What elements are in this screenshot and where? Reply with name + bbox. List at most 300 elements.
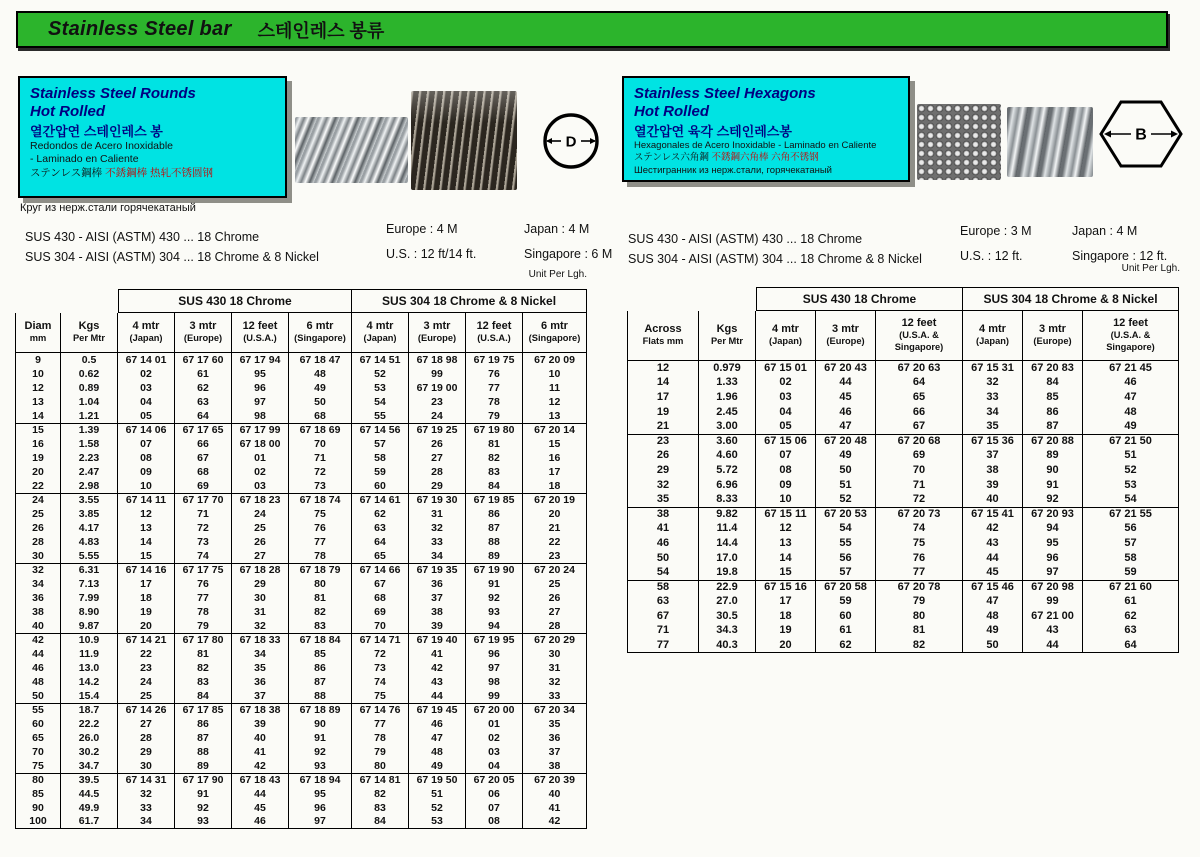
impa-code-cell: 27 [409,451,466,465]
size-cell: 38 [627,507,699,522]
impa-code-cell: 57 [816,565,876,580]
impa-code-cell: 69 [876,449,963,464]
impa-code-cell: 21 [523,521,587,535]
impa-code-cell: 63 [1083,624,1179,639]
weight-cell: 30.2 [61,745,118,759]
weight-cell: 1.21 [61,409,118,423]
weight-cell: 14.4 [699,536,756,551]
size-cell: 13 [15,395,61,409]
impa-code-cell: 23 [523,549,587,563]
size-cell: 50 [627,551,699,566]
impa-code-cell: 18 [118,591,175,605]
weight-cell: 1.96 [699,390,756,405]
impa-code-cell: 67 18 23 [232,493,289,507]
column-header: 3 mtr (Europe) [409,313,466,353]
hexagons-spec-lines [628,229,922,269]
size-cell: 48 [15,675,61,689]
impa-code-cell: 57 [1083,536,1179,551]
impa-code-cell: 54 [352,395,409,409]
impa-code-cell: 67 20 58 [816,580,876,595]
impa-code-cell: 79 [876,595,963,610]
impa-code-cell: 22 [523,535,587,549]
impa-code-cell: 56 [1083,522,1179,537]
impa-code-cell: 28 [523,619,587,633]
impa-code-cell: 47 [963,595,1023,610]
impa-code-cell: 67 20 48 [816,434,876,449]
impa-code-cell: 90 [1023,463,1083,478]
across-flats-label: B [1135,126,1147,144]
impa-code-cell: 67 20 88 [1023,434,1083,449]
impa-code-cell: 38 [409,605,466,619]
impa-code-cell: 84 [175,689,232,703]
impa-code-cell: 12 [118,507,175,521]
impa-code-cell: 54 [816,522,876,537]
weight-cell: 14.2 [61,675,118,689]
impa-code-cell: 20 [118,619,175,633]
column-header: 3 mtr (Europe) [175,313,232,353]
size-cell: 19 [15,451,61,465]
impa-code-cell: 08 [118,451,175,465]
impa-code-cell: 02 [118,367,175,381]
impa-code-cell: 67 17 80 [175,633,232,647]
impa-code-cell: 86 [466,507,523,521]
impa-code-cell: 40 [523,787,587,801]
impa-code-cell: 03 [232,479,289,493]
rounds-bars-photo [295,117,408,183]
impa-code-cell: 79 [352,745,409,759]
hexagons-length-europe: Europe : 3 M [960,224,1032,238]
impa-code-cell: 86 [289,661,352,675]
impa-code-cell: 67 14 81 [352,773,409,787]
rounds-spanish-line2: - Laminado en Caliente [30,153,139,166]
size-cell: 60 [15,717,61,731]
impa-code-cell: 89 [466,549,523,563]
impa-code-cell: 09 [118,465,175,479]
impa-code-cell: 90 [289,717,352,731]
diameter-diagram-drawing [539,109,603,173]
size-cell: 36 [15,591,61,605]
size-cell: 46 [627,536,699,551]
impa-code-cell: 27 [118,717,175,731]
size-cell: 12 [627,361,699,376]
impa-code-cell: 98 [232,409,289,423]
impa-code-cell: 67 14 21 [118,633,175,647]
impa-code-cell: 73 [175,535,232,549]
weight-cell: 6.96 [699,478,756,493]
impa-code-cell: 67 21 50 [1083,434,1179,449]
impa-code-cell: 93 [175,815,232,829]
impa-code-cell: 24 [232,507,289,521]
impa-code-cell: 29 [232,577,289,591]
column-header: Across Flats mm [627,311,699,361]
impa-code-cell: 92 [466,591,523,605]
impa-code-cell: 67 20 24 [523,563,587,577]
impa-code-cell: 88 [289,689,352,703]
impa-code-cell: 67 18 69 [289,423,352,437]
impa-code-cell: 91 [1023,478,1083,493]
impa-code-cell: 67 14 51 [352,353,409,367]
impa-code-cell: 19 [118,605,175,619]
impa-code-cell: 19 [756,624,816,639]
impa-code-cell: 58 [1083,551,1179,566]
impa-code-cell: 55 [352,409,409,423]
hex-bars-photo [1007,107,1093,177]
hexagons-length-singapore: Singapore : 12 ft. [1072,249,1168,263]
impa-code-cell: 05 [118,409,175,423]
impa-code-cell: 67 21 60 [1083,580,1179,595]
impa-code-cell: 67 20 09 [523,353,587,367]
impa-code-cell: 02 [466,731,523,745]
impa-code-cell: 12 [756,522,816,537]
impa-code-cell: 03 [466,745,523,759]
impa-code-cell: 87 [466,521,523,535]
impa-code-cell: 59 [1083,565,1179,580]
impa-code-cell: 67 20 29 [523,633,587,647]
impa-code-cell: 68 [289,409,352,423]
impa-code-cell: 46 [816,405,876,420]
impa-code-cell: 34 [232,647,289,661]
impa-code-cell: 67 17 85 [175,703,232,717]
weight-cell: 0.979 [699,361,756,376]
impa-code-cell: 83 [466,465,523,479]
impa-code-cell: 64 [876,376,963,391]
diameter-diagram [539,109,603,173]
weight-cell: 11.4 [699,522,756,537]
weight-cell: 1.58 [61,437,118,451]
impa-code-cell: 15 [118,549,175,563]
impa-code-cell: 35 [963,419,1023,434]
rounds-length-notes [386,217,612,267]
size-cell: 15 [15,423,61,437]
impa-code-cell: 80 [289,577,352,591]
impa-code-cell: 23 [409,395,466,409]
impa-code-cell: 67 [876,419,963,434]
rounds-title-korean: 열간압연 스테인레스 봉 [30,123,163,139]
weight-cell: 34.7 [61,759,118,773]
impa-code-cell: 67 14 66 [352,563,409,577]
impa-code-cell: 37 [409,591,466,605]
impa-code-cell: 20 [523,507,587,521]
weight-cell: 2.23 [61,451,118,465]
weight-cell: 8.33 [699,492,756,507]
impa-code-cell: 34 [118,815,175,829]
group-title-sus430: SUS 430 18 Chrome [118,289,352,313]
impa-code-cell: 04 [118,395,175,409]
impa-code-cell: 72 [352,647,409,661]
size-cell: 44 [15,647,61,661]
size-cell: 10 [15,367,61,381]
impa-code-cell: 39 [963,478,1023,493]
impa-code-cell: 67 20 73 [876,507,963,522]
weight-cell: 22.9 [699,580,756,595]
weight-cell: 3.00 [699,419,756,434]
impa-code-cell: 67 17 70 [175,493,232,507]
size-cell: 42 [15,633,61,647]
impa-code-cell: 87 [1023,419,1083,434]
impa-code-cell: 62 [816,638,876,653]
weight-cell: 8.90 [61,605,118,619]
impa-code-cell: 66 [876,405,963,420]
impa-code-cell: 67 15 01 [756,361,816,376]
impa-code-cell: 11 [523,381,587,395]
impa-code-cell: 67 19 80 [466,423,523,437]
impa-code-cell: 73 [289,479,352,493]
impa-code-cell: 82 [466,451,523,465]
impa-code-cell: 97 [466,661,523,675]
impa-code-cell: 88 [466,535,523,549]
impa-code-cell: 42 [409,661,466,675]
impa-code-cell: 24 [118,675,175,689]
impa-code-cell: 45 [963,565,1023,580]
impa-code-cell: 69 [175,479,232,493]
size-cell: 26 [15,521,61,535]
impa-code-cell: 52 [352,367,409,381]
impa-code-cell: 52 [816,492,876,507]
impa-code-cell: 07 [118,437,175,451]
impa-code-cell: 72 [876,492,963,507]
impa-code-cell: 63 [175,395,232,409]
impa-code-cell: 82 [289,605,352,619]
weight-cell: 39.5 [61,773,118,787]
impa-code-cell: 18 [523,479,587,493]
impa-code-cell: 42 [963,522,1023,537]
impa-code-cell: 46 [409,717,466,731]
impa-code-cell: 34 [963,405,1023,420]
impa-code-cell: 67 15 41 [963,507,1023,522]
weight-cell: 3.55 [61,493,118,507]
size-cell: 14 [627,376,699,391]
impa-code-cell: 33 [118,801,175,815]
impa-code-cell: 48 [409,745,466,759]
column-header: 6 mtr (Singapore) [289,313,352,353]
impa-code-cell: 36 [232,675,289,689]
weight-cell: 0.5 [61,353,118,367]
impa-code-cell: 57 [352,437,409,451]
impa-code-cell: 84 [466,479,523,493]
impa-code-cell: 96 [466,647,523,661]
across-flats-drawing [1097,91,1185,177]
column-header: Kgs Per Mtr [699,311,756,361]
impa-code-cell: 67 20 43 [816,361,876,376]
impa-code-cell: 67 19 35 [409,563,466,577]
impa-code-cell: 17 [756,595,816,610]
impa-code-cell: 33 [409,535,466,549]
impa-code-cell: 82 [352,787,409,801]
impa-code-cell: 91 [175,787,232,801]
size-cell: 22 [15,479,61,493]
impa-code-cell: 77 [466,381,523,395]
impa-code-cell: 32 [963,376,1023,391]
impa-code-cell: 67 17 75 [175,563,232,577]
impa-code-cell: 46 [232,815,289,829]
weight-cell: 1.04 [61,395,118,409]
impa-code-cell: 09 [756,478,816,493]
impa-code-cell: 54 [1083,492,1179,507]
impa-code-cell: 86 [175,717,232,731]
impa-code-cell: 06 [466,787,523,801]
impa-code-cell: 67 20 39 [523,773,587,787]
impa-code-cell: 67 18 94 [289,773,352,787]
impa-code-cell: 67 20 98 [1023,580,1083,595]
impa-code-cell: 03 [118,381,175,395]
impa-code-cell: 44 [1023,638,1083,653]
impa-code-cell: 75 [352,689,409,703]
impa-code-cell: 67 14 11 [118,493,175,507]
impa-code-cell: 62 [1083,609,1179,624]
size-cell: 46 [15,661,61,675]
impa-code-cell: 08 [756,463,816,478]
impa-code-cell: 10 [523,367,587,381]
impa-code-cell: 22 [118,647,175,661]
rounds-spec-430: SUS 430 - AISI (ASTM) 430 ... 18 Chrome [25,230,260,244]
size-cell: 35 [627,492,699,507]
weight-cell: 5.55 [61,549,118,563]
impa-code-cell: 61 [816,624,876,639]
hexagons-length-notes [960,219,1167,269]
impa-code-cell: 49 [289,381,352,395]
weight-cell: 27.0 [699,595,756,610]
column-header: 6 mtr (Singapore) [523,313,587,353]
impa-code-cell: 84 [1023,376,1083,391]
size-cell: 20 [15,465,61,479]
impa-code-cell: 81 [876,624,963,639]
size-cell: 41 [627,522,699,537]
impa-code-cell: 15 [523,437,587,451]
column-header: Diam mm [15,313,61,353]
impa-code-cell: 13 [118,521,175,535]
impa-code-cell: 80 [352,759,409,773]
impa-code-cell: 32 [409,521,466,535]
impa-code-cell: 02 [756,376,816,391]
impa-code-cell: 44 [816,376,876,391]
weight-cell: 4.60 [699,449,756,464]
size-cell: 50 [15,689,61,703]
impa-code-cell: 32 [118,787,175,801]
impa-code-cell: 77 [175,591,232,605]
impa-code-cell: 34 [409,549,466,563]
impa-code-cell: 26 [409,437,466,451]
impa-code-cell: 78 [466,395,523,409]
impa-code-cell: 45 [232,801,289,815]
diameter-label: D [565,133,577,151]
impa-code-cell: 67 20 63 [876,361,963,376]
impa-code-cell: 76 [466,367,523,381]
size-cell: 9 [15,353,61,367]
impa-code-cell: 67 19 85 [466,493,523,507]
impa-code-cell: 31 [232,605,289,619]
impa-code-cell: 87 [289,675,352,689]
impa-code-cell: 67 18 43 [232,773,289,787]
weight-cell: 34.3 [699,624,756,639]
impa-code-cell: 42 [523,815,587,829]
group-title-sus304: SUS 304 18 Chrome & 8 Nickel [963,287,1179,311]
impa-code-cell: 64 [1083,638,1179,653]
impa-code-cell: 93 [289,759,352,773]
impa-code-cell: 55 [816,536,876,551]
impa-code-cell: 03 [756,390,816,405]
size-cell: 70 [15,745,61,759]
impa-code-cell: 67 20 19 [523,493,587,507]
column-header: 12 feet (U.S.A.) [466,313,523,353]
column-header: 12 feet (U.S.A.) [232,313,289,353]
impa-code-cell: 76 [175,577,232,591]
size-cell: 58 [627,580,699,595]
impa-code-cell: 98 [466,675,523,689]
impa-code-cell: 94 [1023,522,1083,537]
size-cell: 38 [15,605,61,619]
weight-cell: 9.87 [61,619,118,633]
impa-code-cell: 29 [409,479,466,493]
impa-code-cell: 02 [232,465,289,479]
impa-code-cell: 67 19 75 [466,353,523,367]
size-cell: 90 [15,801,61,815]
hexagons-title: Stainless Steel Hexagons [634,85,816,102]
page-title: Stainless Steel bar [48,18,232,40]
impa-code-cell: 67 21 45 [1083,361,1179,376]
hex-rod-ends-photo [917,104,1001,180]
rounds-bundle-photo [411,91,517,190]
impa-code-cell: 50 [289,395,352,409]
impa-code-cell: 67 19 30 [409,493,466,507]
rounds-length-us: U.S. : 12 ft/14 ft. [386,247,477,261]
hexagons-spanish-line: Hexagonales de Acero Inoxidable - Laminado en Caliente [634,139,877,151]
impa-code-cell: 96 [1023,551,1083,566]
impa-code-cell: 67 20 53 [816,507,876,522]
impa-code-cell: 79 [175,619,232,633]
impa-code-cell: 17 [523,465,587,479]
impa-code-cell: 50 [816,463,876,478]
table-corner-spacer [627,287,756,311]
impa-code-cell: 04 [756,405,816,420]
impa-code-cell: 67 19 40 [409,633,466,647]
impa-code-cell: 67 18 84 [289,633,352,647]
impa-code-cell: 51 [409,787,466,801]
impa-code-cell: 89 [175,759,232,773]
impa-code-cell: 67 18 00 [232,437,289,451]
impa-code-cell: 50 [963,638,1023,653]
impa-code-cell: 16 [523,451,587,465]
impa-code-cell: 20 [756,638,816,653]
impa-code-cell: 78 [352,731,409,745]
impa-code-cell: 14 [118,535,175,549]
hexagons-unit-note: Unit Per Lgh. [1121,263,1180,274]
impa-code-cell: 44 [409,689,466,703]
size-cell: 55 [15,703,61,717]
impa-code-cell: 75 [876,536,963,551]
rounds-subtitle: Hot Rolled [30,103,105,121]
impa-code-cell: 99 [466,689,523,703]
size-cell: 12 [15,381,61,395]
impa-code-cell: 68 [352,591,409,605]
impa-code-cell: 01 [466,717,523,731]
impa-code-cell: 86 [1023,405,1083,420]
impa-code-cell: 48 [289,367,352,381]
impa-code-cell: 67 17 94 [232,353,289,367]
impa-code-cell: 79 [466,409,523,423]
column-header: 4 mtr (Japan) [963,311,1023,361]
impa-code-cell: 28 [118,731,175,745]
impa-code-cell: 07 [466,801,523,815]
impa-code-cell: 49 [816,449,876,464]
impa-code-cell: 85 [289,647,352,661]
hexagons-subtitle: Hot Rolled [634,103,709,121]
impa-code-cell: 67 18 47 [289,353,352,367]
impa-code-cell: 35 [523,717,587,731]
impa-code-cell: 67 19 00 [409,381,466,395]
impa-code-cell: 67 19 90 [466,563,523,577]
impa-code-cell: 27 [232,549,289,563]
impa-code-cell: 43 [409,675,466,689]
